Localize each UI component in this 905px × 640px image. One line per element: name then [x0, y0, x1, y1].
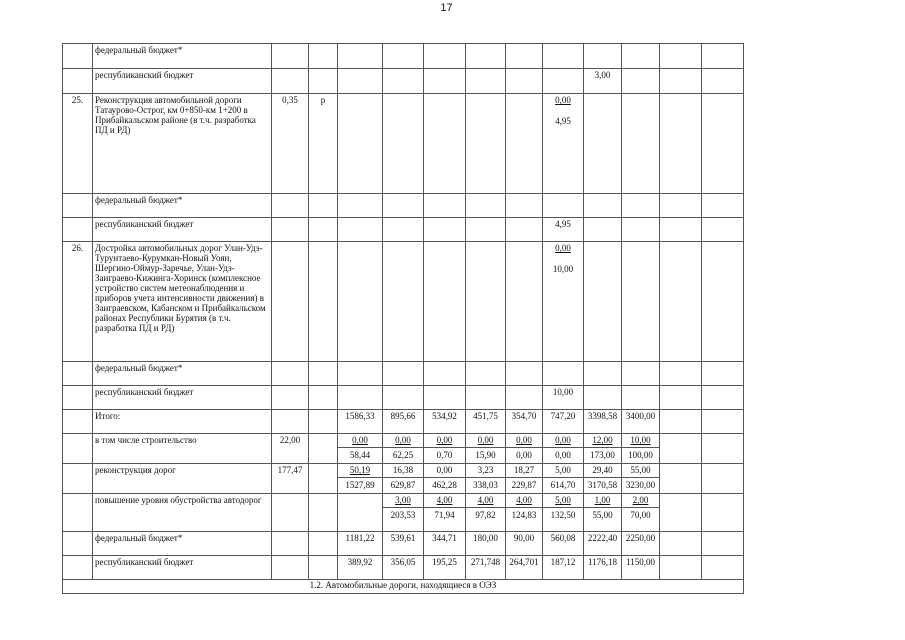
- row-number: 25.: [63, 94, 93, 194]
- table-row: [63, 434, 744, 464]
- cell-value: 747,20: [543, 410, 584, 434]
- cell-value: 1176,18: [584, 556, 622, 580]
- cell-value: 195,25: [424, 556, 466, 580]
- cell-value: 55,00 3230,00: [622, 464, 660, 494]
- cell-value: 0,00 10,00: [543, 242, 584, 362]
- row-label: Достройка автомобильных дорог Улан-Удэ-Турунтаево-Курумкан-Новый Уоян, Шергино-Оймур-Заречье, Улан-Удэ-Заиграево-Кижинга-Хоринск (комплексное устройство систем метеонаблюдения и приборов учета интенсивности движения) в Заиграевском, Кабанском и Прибайкальском районах Республики Бурятия (в т.ч. разработка ПД и РД): [93, 242, 272, 362]
- cell-value: 180,00: [466, 532, 506, 556]
- table-row: [63, 194, 744, 218]
- cell-value: 1181,22: [338, 532, 383, 556]
- row-label: республиканский бюджет: [93, 556, 272, 580]
- row-label: повышение уровня обустройства автодорог: [93, 494, 272, 532]
- table-row: [63, 386, 744, 410]
- table-row: [63, 242, 744, 362]
- row-label: республиканский бюджет: [93, 69, 272, 94]
- cell-value: 2250,00: [622, 532, 660, 556]
- cell-value: 1,00 55,00: [584, 494, 622, 532]
- table-row: [63, 69, 744, 94]
- row-label: федеральный бюджет*: [93, 362, 272, 386]
- row-label: реконструкция дорог: [93, 464, 272, 494]
- table-row: [63, 362, 744, 386]
- cell-value: 0,00 15,90: [466, 434, 506, 464]
- cell-value: 451,75: [466, 410, 506, 434]
- row-label: федеральный бюджет*: [93, 44, 272, 69]
- cell-value: 3,23 338,03: [466, 464, 506, 494]
- cell-value: 264,701: [506, 556, 543, 580]
- cell-value: 539,61: [383, 532, 424, 556]
- cell-value: 1586,33: [338, 410, 383, 434]
- cell-value: 0,00 4,95: [543, 94, 584, 194]
- row-label: Итого:: [93, 410, 272, 434]
- cell-value: 5,00 132,50: [543, 494, 584, 532]
- cell-type: р: [309, 94, 338, 194]
- cell-value: 534,92: [424, 410, 466, 434]
- table-row: [63, 464, 744, 494]
- cell-value: 4,00 71,94: [424, 494, 466, 532]
- cell-value: 344,71: [424, 532, 466, 556]
- table-row: [63, 44, 744, 69]
- cell-value: 10,00 100,00: [622, 434, 660, 464]
- cell-value: 895,66: [383, 410, 424, 434]
- table-row: [63, 410, 744, 434]
- cell-value: 4,95: [543, 218, 584, 242]
- cell-value: 0,00 62,25: [383, 434, 424, 464]
- budget-table: [62, 43, 744, 594]
- cell-value: 0,00 462,28: [424, 464, 466, 494]
- row-number: 26.: [63, 242, 93, 362]
- cell-value: 3,00 203,53: [383, 494, 424, 532]
- cell-value: 10,00: [543, 386, 584, 410]
- cell-value: 3398,58: [584, 410, 622, 434]
- row-label: Реконструкция автомобильной дороги Татаурово-Острог, км 0+850-км 1+200 в Прибайкальском районе (в т.ч. разработка ПД и РД): [93, 94, 272, 194]
- cell-length: 0,35: [272, 94, 309, 194]
- cell-value: [338, 494, 383, 532]
- cell-length: 22,00: [272, 434, 309, 464]
- cell-value: 2222,40: [584, 532, 622, 556]
- cell-value: 0,00 0,00: [543, 434, 584, 464]
- row-label: в том числе строительство: [93, 434, 272, 464]
- cell-value: 389,92: [338, 556, 383, 580]
- cell-value: 50,19 1527,89: [338, 464, 383, 494]
- cell-value: 187,12: [543, 556, 584, 580]
- row-label: республиканский бюджет: [93, 218, 272, 242]
- cell-value: 354,70: [506, 410, 543, 434]
- cell-value: 3,00: [584, 69, 622, 94]
- cell-value: 271,748: [466, 556, 506, 580]
- cell-value: 90,00: [506, 532, 543, 556]
- section-row: [63, 580, 744, 594]
- cell-value: 356,05: [383, 556, 424, 580]
- cell-value: 4,00 124,83: [506, 494, 543, 532]
- row-label: федеральный бюджет*: [93, 194, 272, 218]
- section-title: 1.2. Автомобильные дороги, находящиеся в ОЭЗ: [63, 580, 744, 594]
- table-row: [63, 532, 744, 556]
- cell-value: 5,00 614,70: [543, 464, 584, 494]
- cell-value: 12,00 173,00: [584, 434, 622, 464]
- cell-value: 16,38 629,87: [383, 464, 424, 494]
- row-label: республиканский бюджет: [93, 386, 272, 410]
- row-label: федеральный бюджет*: [93, 532, 272, 556]
- cell-value: 29,40 3170,58: [584, 464, 622, 494]
- cell-length: 177,47: [272, 464, 309, 494]
- table-row: [63, 494, 744, 532]
- table-row: [63, 556, 744, 580]
- cell-value: 0,00 0,70: [424, 434, 466, 464]
- cell-value: 3400,00: [622, 410, 660, 434]
- page-number: 17: [440, 2, 453, 14]
- cell-value: 4,00 97,82: [466, 494, 506, 532]
- table-row: [63, 94, 744, 194]
- cell-value: 1150,00: [622, 556, 660, 580]
- cell-value: 2,00 70,00: [622, 494, 660, 532]
- cell-value: 0,00 0,00: [506, 434, 543, 464]
- cell-value: 0,00 58,44: [338, 434, 383, 464]
- cell-value: 18,27 229,87: [506, 464, 543, 494]
- cell-value: 560,08: [543, 532, 584, 556]
- table-row: [63, 218, 744, 242]
